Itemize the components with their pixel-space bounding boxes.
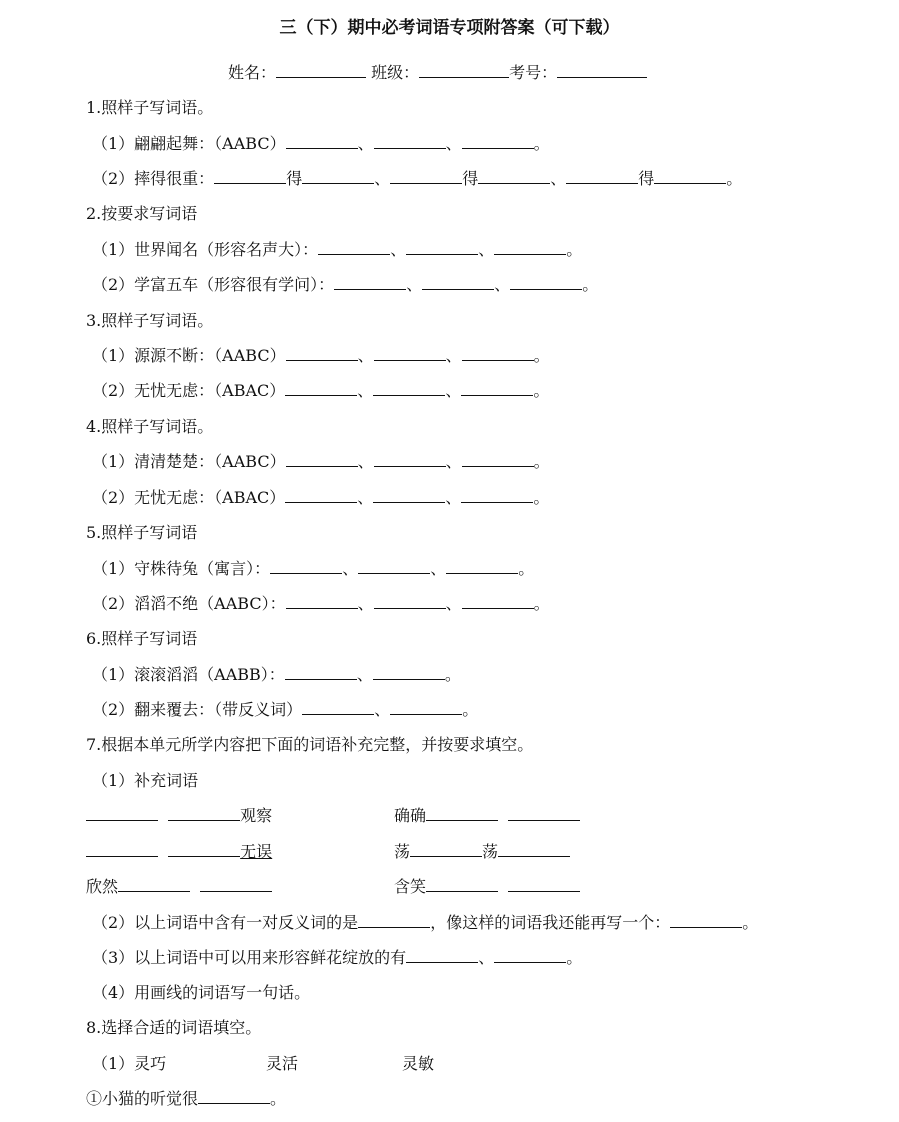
answer-blank[interactable] — [318, 240, 390, 255]
q6-heading: 6.照样子写词语 — [86, 629, 198, 648]
q4-item1-label: （1）清清楚楚：（AABC） — [92, 452, 286, 471]
answer-blank[interactable] — [446, 559, 518, 574]
answer-blank[interactable] — [510, 275, 582, 290]
answer-blank[interactable] — [285, 381, 357, 396]
word-accurate: 确确 — [394, 806, 427, 825]
answer-blank[interactable] — [461, 381, 533, 396]
q7-word-noerror — [86, 842, 272, 862]
q4-item1 — [92, 452, 550, 472]
answer-blank[interactable] — [358, 913, 430, 928]
answer-blank[interactable] — [373, 665, 445, 680]
answer-blank[interactable] — [374, 452, 446, 467]
answer-blank[interactable] — [168, 842, 240, 857]
q7-word-observe — [86, 806, 272, 826]
q4-heading: 4.照样子写词语。 — [86, 417, 214, 436]
answer-blank[interactable] — [302, 169, 374, 184]
word-xinran: 欣然 — [86, 877, 119, 896]
ju: 。 — [533, 488, 550, 507]
q7-word-accurate — [394, 806, 580, 826]
answer-blank[interactable] — [374, 134, 446, 149]
word-dang: 荡 — [482, 842, 499, 861]
q4-item2-label: （2）无忧无虑：（ABAC） — [92, 488, 286, 507]
dun: 、 — [445, 134, 462, 153]
q3-item2-label: （2）无忧无虑：（ABAC） — [92, 381, 286, 400]
answer-blank[interactable] — [508, 877, 580, 892]
q2-item2-label: （2）学富五车（形容很有学问）： — [92, 275, 335, 294]
page-title: 三（下）期中必考词语专项附答案（可下载） — [279, 18, 620, 38]
q5-item2-label: （2）滔滔不绝（AABC）： — [92, 594, 286, 613]
de-char: 得 — [286, 169, 303, 188]
q3-item2 — [92, 381, 549, 401]
q1-heading: 1.照样子写词语。 — [86, 98, 214, 117]
q7-word-xinran — [86, 877, 272, 897]
answer-blank[interactable] — [168, 806, 240, 821]
q5-item2 — [92, 594, 550, 614]
q7-sub2-text: （2）以上词语中含有一对反义词的是 — [92, 913, 359, 932]
answer-blank[interactable] — [406, 240, 478, 255]
q8-sentence1 — [86, 1089, 286, 1109]
answer-blank[interactable] — [508, 806, 580, 821]
answer-blank[interactable] — [390, 169, 462, 184]
word-observe: 观察 — [240, 806, 273, 825]
word-dang: 荡 — [394, 842, 411, 861]
q8-sentence1-text: ①小猫的听觉很 — [86, 1089, 199, 1108]
answer-blank[interactable] — [334, 275, 406, 290]
ju: 。 — [566, 948, 583, 967]
answer-blank[interactable] — [373, 488, 445, 503]
answer-blank[interactable] — [286, 594, 358, 609]
q4-item2 — [92, 488, 549, 508]
ju: 。 — [742, 913, 759, 932]
answer-blank[interactable] — [373, 381, 445, 396]
q1-item1-label: （1）翩翩起舞：（AABC） — [92, 134, 286, 153]
answer-blank[interactable] — [494, 948, 566, 963]
dun: 、 — [357, 452, 374, 471]
q7-heading: 7.根据本单元所学内容把下面的词语补充完整，并按要求填空。 — [86, 735, 534, 754]
answer-blank[interactable] — [406, 948, 478, 963]
q6-item2-label: （2）翻来覆去：（带反义词） — [92, 700, 303, 719]
dun: 、 — [357, 488, 374, 507]
answer-blank[interactable] — [462, 134, 534, 149]
answer-blank[interactable] — [390, 700, 462, 715]
ju: 。 — [582, 275, 599, 294]
q2-heading: 2.按要求写词语 — [86, 204, 198, 223]
class-blank[interactable] — [419, 63, 509, 78]
answer-blank[interactable] — [462, 346, 534, 361]
de-char: 得 — [462, 169, 479, 188]
q7-word-dang — [394, 842, 570, 862]
answer-blank[interactable] — [478, 169, 550, 184]
q6-item1-label: （1）滚滚滔滔（AABB）： — [92, 665, 285, 684]
answer-blank[interactable] — [426, 806, 498, 821]
answer-blank[interactable] — [654, 169, 726, 184]
dun: 、 — [445, 488, 462, 507]
answer-blank[interactable] — [410, 842, 482, 857]
ju: 。 — [533, 594, 550, 613]
dun: 、 — [445, 594, 462, 613]
dun: 、 — [374, 700, 391, 719]
ju: 。 — [270, 1089, 287, 1108]
word-noerror-underlined: 无误 — [240, 842, 273, 861]
ju: 。 — [462, 700, 479, 719]
dun: 、 — [357, 134, 374, 153]
ju: 。 — [533, 346, 550, 365]
dun: 、 — [550, 169, 567, 188]
dun: 、 — [430, 559, 447, 578]
q1-item1 — [92, 134, 550, 154]
dun: 、 — [478, 948, 495, 967]
answer-blank[interactable] — [286, 452, 358, 467]
answer-blank[interactable] — [358, 559, 430, 574]
ju: 。 — [533, 134, 550, 153]
dun: 、 — [357, 381, 374, 400]
answer-blank[interactable] — [214, 169, 286, 184]
q5-item1 — [92, 559, 534, 579]
dun: 、 — [478, 240, 495, 259]
q7-sub2-text2: ，像这样的词语我还能再写一个： — [430, 913, 671, 932]
dun: 、 — [342, 559, 359, 578]
q3-heading: 3.照样子写词语。 — [86, 311, 214, 330]
answer-blank[interactable] — [461, 488, 533, 503]
answer-blank[interactable] — [302, 700, 374, 715]
answer-blank[interactable] — [498, 842, 570, 857]
q1-item2-label: （2）摔得很重： — [92, 169, 215, 188]
answer-blank[interactable] — [494, 240, 566, 255]
answer-blank[interactable] — [426, 877, 498, 892]
dun: 、 — [374, 169, 391, 188]
q1-item2 — [92, 169, 742, 189]
answer-blank[interactable] — [566, 169, 638, 184]
dun: 、 — [356, 665, 373, 684]
answer-blank[interactable] — [285, 665, 357, 680]
q2-item1-label: （1）世界闻名（形容名声大）： — [92, 240, 319, 259]
answer-blank[interactable] — [374, 346, 446, 361]
dun: 、 — [445, 346, 462, 365]
answer-blank[interactable] — [422, 275, 494, 290]
word-hanxiao: 含笑 — [394, 877, 427, 896]
q7-sub3 — [92, 948, 582, 968]
q8-option1: （1）灵巧 — [92, 1054, 167, 1073]
name-label: 姓名： — [228, 63, 277, 82]
q8-option3: 灵敏 — [402, 1054, 435, 1073]
answer-blank[interactable] — [200, 877, 272, 892]
q7-word-hanxiao — [394, 877, 580, 897]
name-blank[interactable] — [276, 63, 366, 78]
dun: 、 — [494, 275, 511, 294]
q6-item1 — [92, 665, 461, 685]
class-label: 班级： — [371, 63, 420, 82]
q8-heading: 8.选择合适的词语填空。 — [86, 1018, 262, 1037]
q2-item1 — [92, 240, 582, 260]
answer-blank[interactable] — [198, 1089, 270, 1104]
answer-blank[interactable] — [86, 842, 158, 857]
dun: 、 — [445, 452, 462, 471]
q2-item2 — [92, 275, 598, 295]
dun: 、 — [390, 240, 407, 259]
q5-item1-label: （1）守株待兔（寓言）： — [92, 559, 271, 578]
id-label: 考号： — [509, 63, 558, 82]
q3-item1 — [92, 346, 550, 366]
q7-sub1: （1）补充词语 — [92, 771, 199, 790]
dun: 、 — [357, 594, 374, 613]
q8-option2: 灵活 — [266, 1054, 299, 1073]
answer-blank[interactable] — [670, 913, 742, 928]
q7-sub3-text: （3）以上词语中可以用来形容鲜花绽放的有 — [92, 948, 407, 967]
ju: 。 — [533, 452, 550, 471]
q7-sub4: （4）用画线的词语写一句话。 — [92, 983, 311, 1002]
de-char: 得 — [638, 169, 655, 188]
answer-blank[interactable] — [462, 452, 534, 467]
answer-blank[interactable] — [286, 346, 358, 361]
dun: 、 — [445, 381, 462, 400]
ju: 。 — [566, 240, 583, 259]
q6-item2 — [92, 700, 478, 720]
ju: 。 — [726, 169, 743, 188]
dun: 、 — [357, 346, 374, 365]
q3-item1-label: （1）源源不断：（AABC） — [92, 346, 286, 365]
answer-blank[interactable] — [285, 488, 357, 503]
q7-sub2 — [92, 913, 758, 933]
answer-blank[interactable] — [86, 806, 158, 821]
ju: 。 — [533, 381, 550, 400]
answer-blank[interactable] — [286, 134, 358, 149]
q8-options — [92, 1054, 166, 1074]
ju: 。 — [518, 559, 535, 578]
ju: 。 — [444, 665, 461, 684]
answer-blank[interactable] — [270, 559, 342, 574]
student-info-row — [228, 63, 647, 83]
answer-blank[interactable] — [462, 594, 534, 609]
answer-blank[interactable] — [118, 877, 190, 892]
dun: 、 — [406, 275, 423, 294]
id-blank[interactable] — [557, 63, 647, 78]
q5-heading: 5.照样子写词语 — [86, 523, 198, 542]
answer-blank[interactable] — [374, 594, 446, 609]
